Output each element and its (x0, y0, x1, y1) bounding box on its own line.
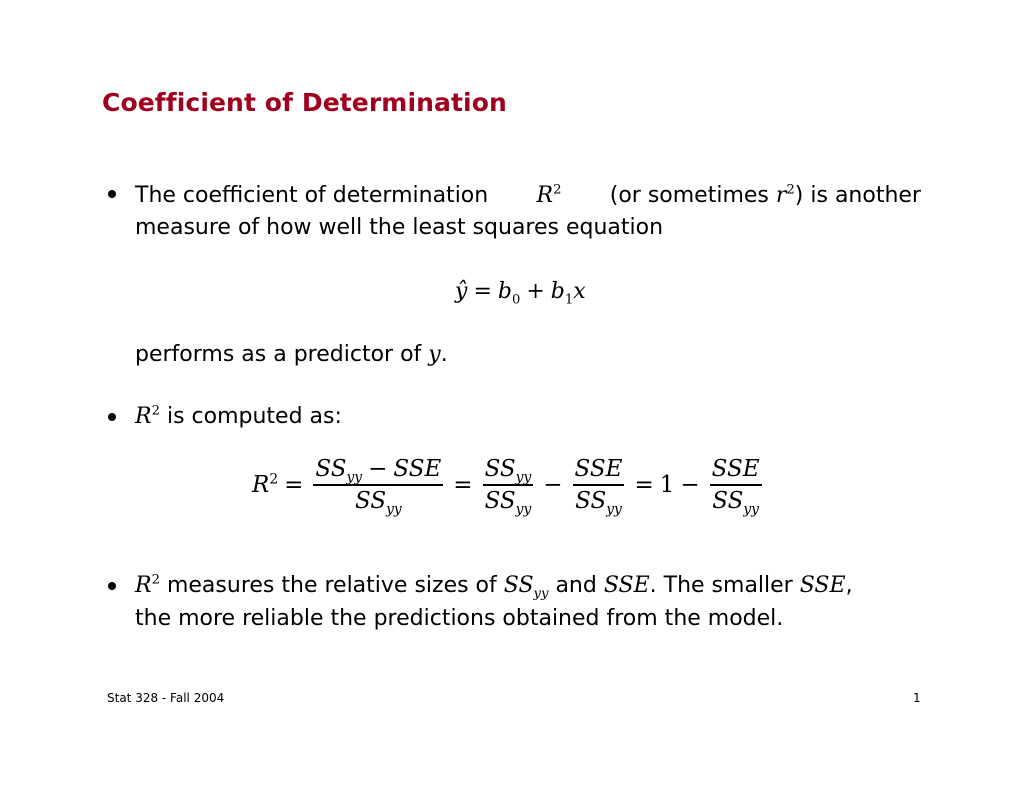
fraction-3: $\frac{\text{SSE}}{SS_{yy}}$ (574, 456, 623, 518)
bullet2-line1: $R^2$ is computed as: (135, 403, 342, 429)
fraction-2: $\frac{SS_{yy}}{SS_{yy}}$ (484, 456, 532, 518)
bullet1-line1 (135, 180, 921, 212)
bullet1-text-a: The coefficient of determination (135, 183, 489, 208)
footer-course: Stat 328 - Fall 2004 (107, 691, 225, 705)
bullet3-line2: the more reliable the predictions obtained from the model. (135, 606, 784, 631)
bullet3-line1: $R^2$ measures the relative sizes of $SS_{yy}$ and SSE. The smaller SSE, (135, 572, 853, 602)
r-squared-formula: $R^2$ = $\frac{SS_{yy} - SSE}{SS_{yy}}$ = $\frac{SS_{yy}}{SS_{yy}}$ − $\frac{\text{SSE}}{SS_{yy}}$ = 1 − $\frac{\text{SSE}}{SS_{yy}}$ (252, 456, 760, 518)
fraction-1: $\frac{SS_{yy} - SSE}{SS_{yy}}$ (315, 456, 442, 518)
regression-equation: ŷ = $b_0 + b_1x$ (455, 279, 586, 308)
bullet1-r-squared: $R^2$ (536, 182, 562, 208)
fraction-4: $\frac{\text{SSE}}{SS_{yy}}$ (711, 456, 760, 518)
page-number: 1 (913, 691, 921, 705)
bullet-marker (108, 582, 120, 594)
bullet1-text-b: (or sometimes $r^2$) is another (609, 182, 921, 208)
bullet-marker (108, 413, 120, 425)
bullet1-line2: measure of how well the least squares equation (135, 215, 664, 240)
bullet1-line3: performs as a predictor of y. (135, 342, 448, 367)
bullet-marker (108, 190, 120, 202)
slide-title: Coefficient of Determination (102, 88, 507, 117)
